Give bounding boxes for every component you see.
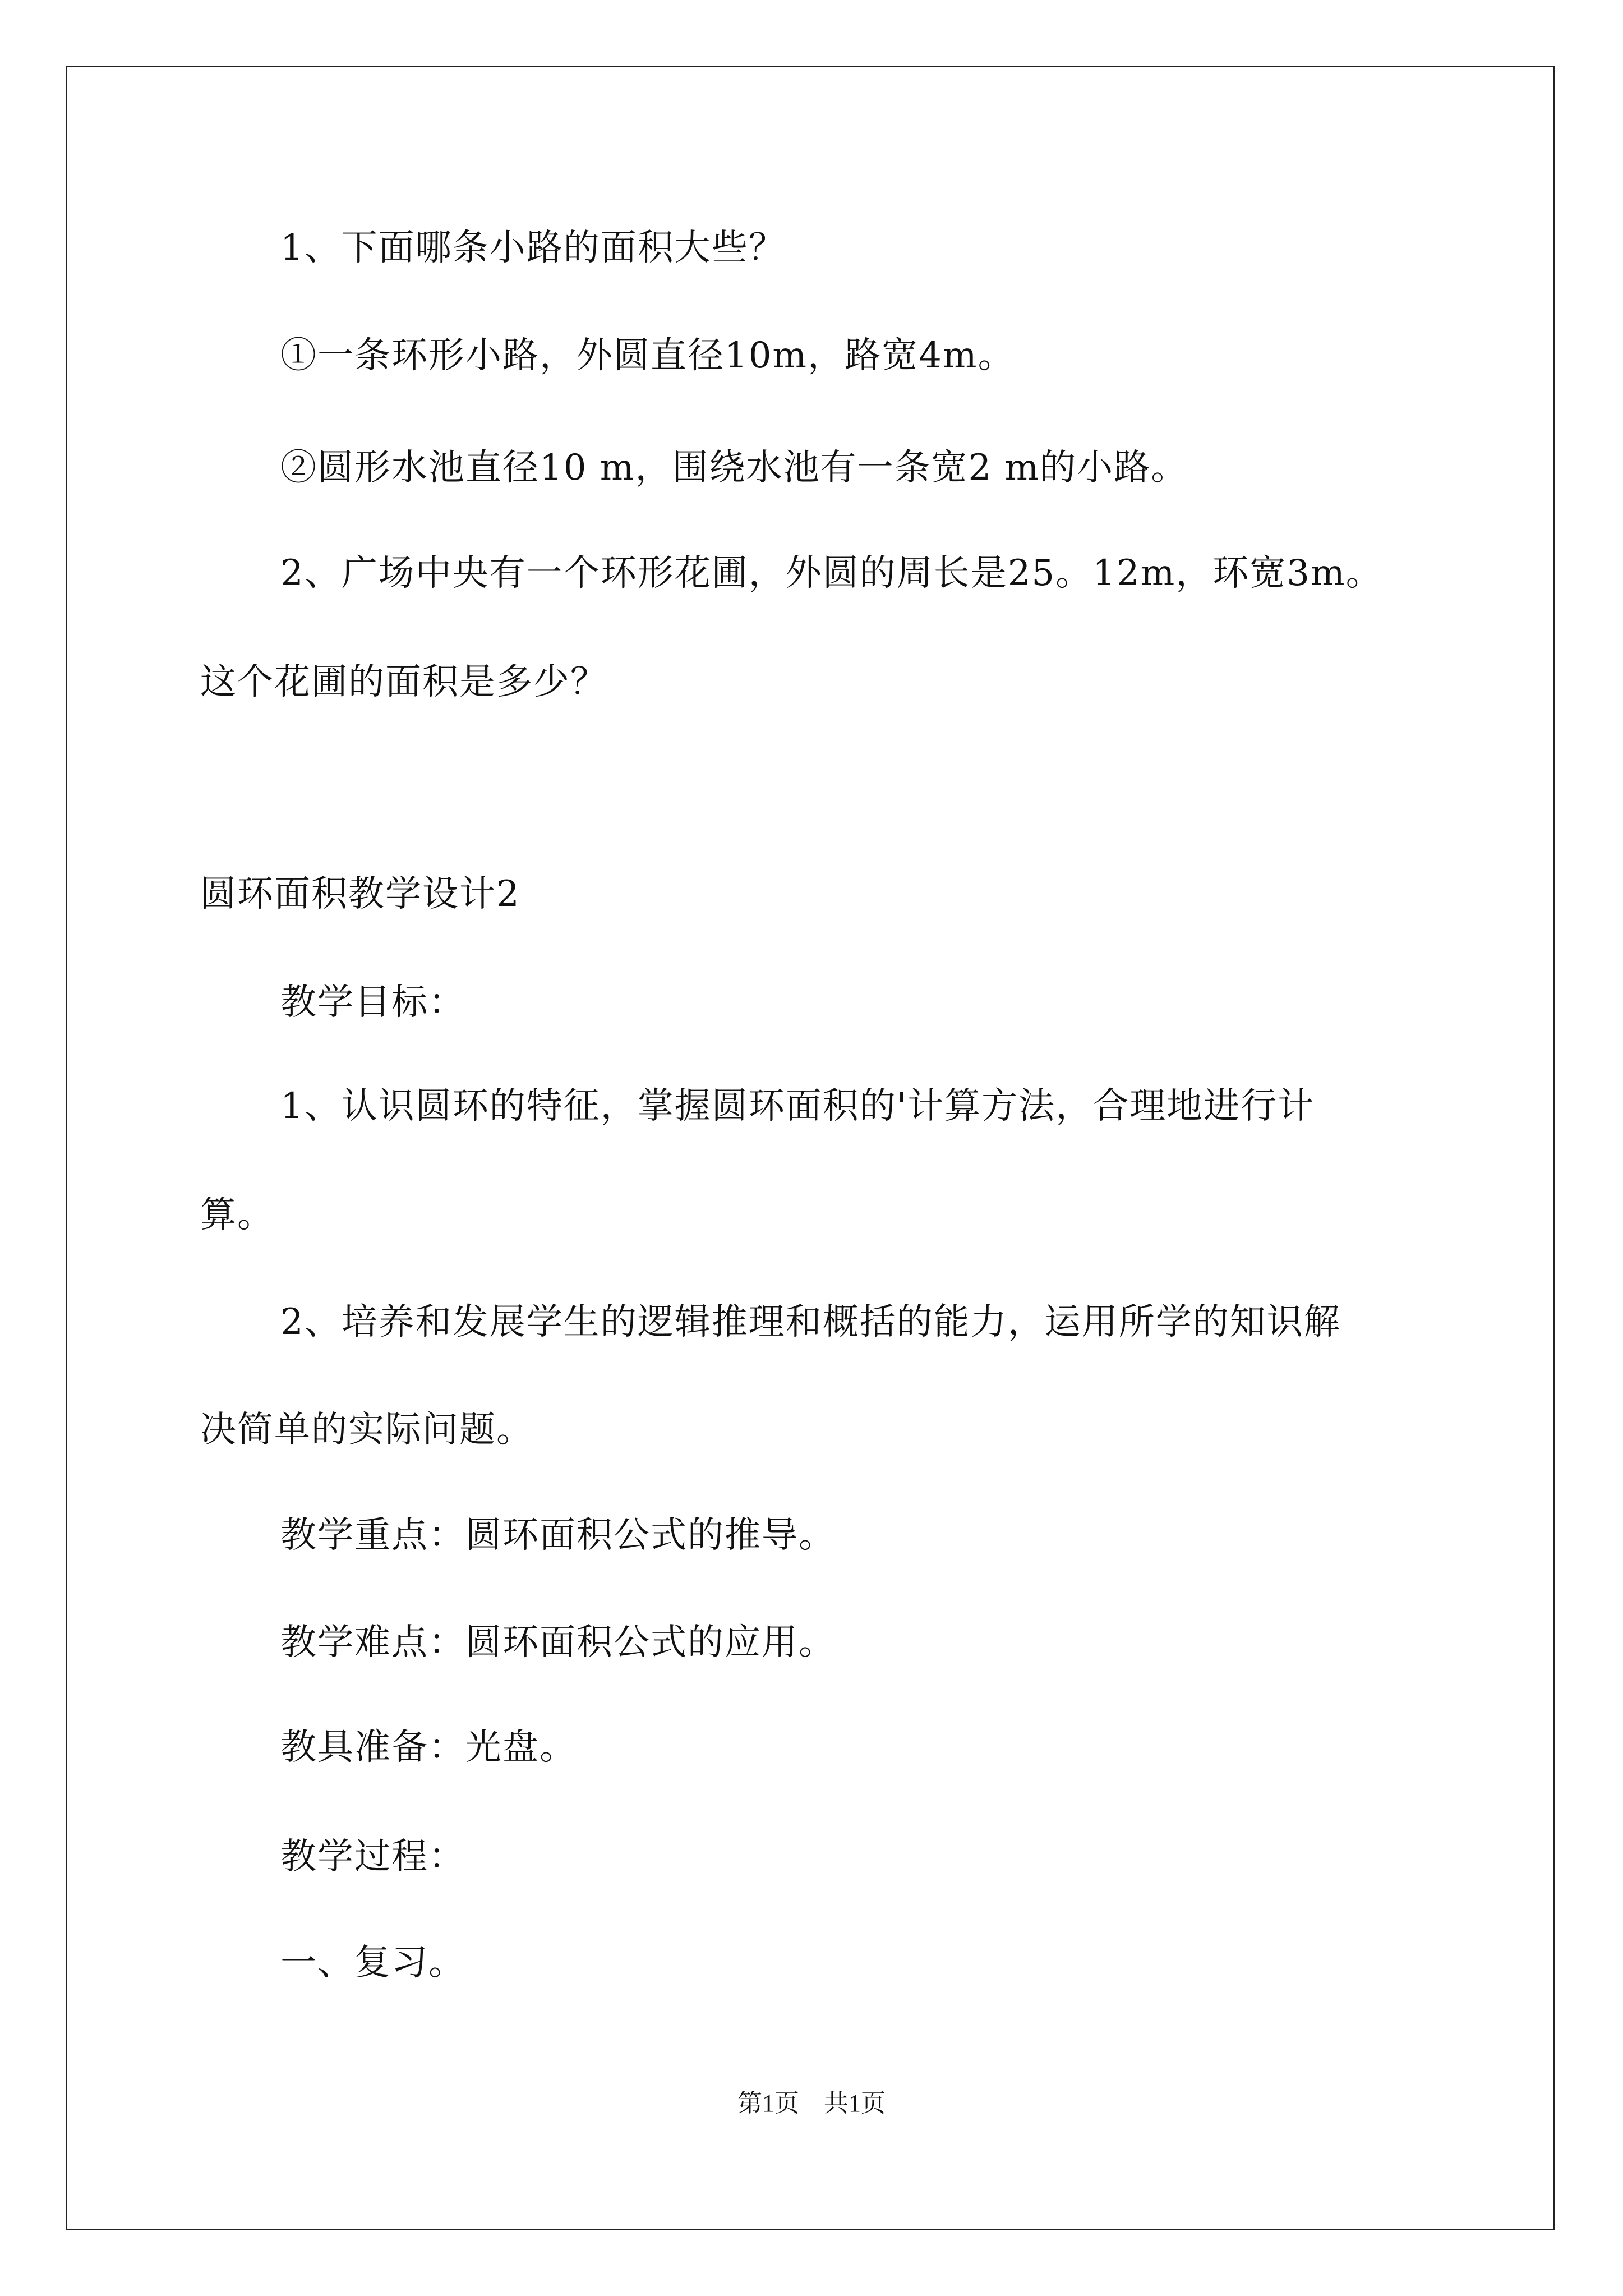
objective-1-continued: 算。: [200, 1194, 274, 1236]
objectives-heading: 教学目标：: [280, 982, 465, 1023]
review-heading: 一、复习。: [280, 1942, 465, 1984]
objective-2-continued: 决简单的实际问题。: [200, 1409, 533, 1451]
key-point: 教学重点：圆环面积公式的推导。: [280, 1515, 836, 1556]
question-2: 2、广场中央有一个环形花圃，外圆的周长是25。12m，环宽3m。: [280, 553, 1383, 594]
difficult-point: 教学难点：圆环面积公式的应用。: [280, 1622, 836, 1663]
question-1-option-2: ②圆形水池直径10 m，围绕水池有一条宽2 m的小路。: [280, 447, 1188, 489]
question-1-option-1: ①一条环形小路，外圆直径10m，路宽4m。: [280, 335, 1015, 376]
page-border: [66, 66, 1555, 2230]
question-1: 1、下面哪条小路的面积大些？: [280, 227, 786, 269]
section-title: 圆环面积教学设计2: [200, 873, 520, 915]
teaching-aids: 教具准备：光盘。: [280, 1727, 577, 1768]
objective-1: 1、认识圆环的特征，掌握圆环面积的'计算方法，合理地进行计: [280, 1085, 1315, 1127]
question-2-continued: 这个花圃的面积是多少？: [200, 661, 607, 703]
objective-2: 2、培养和发展学生的逻辑推理和概括的能力，运用所学的知识解: [280, 1301, 1341, 1343]
process-heading: 教学过程：: [280, 1836, 465, 1878]
page-footer: 第1页 共1页: [737, 2090, 886, 2117]
